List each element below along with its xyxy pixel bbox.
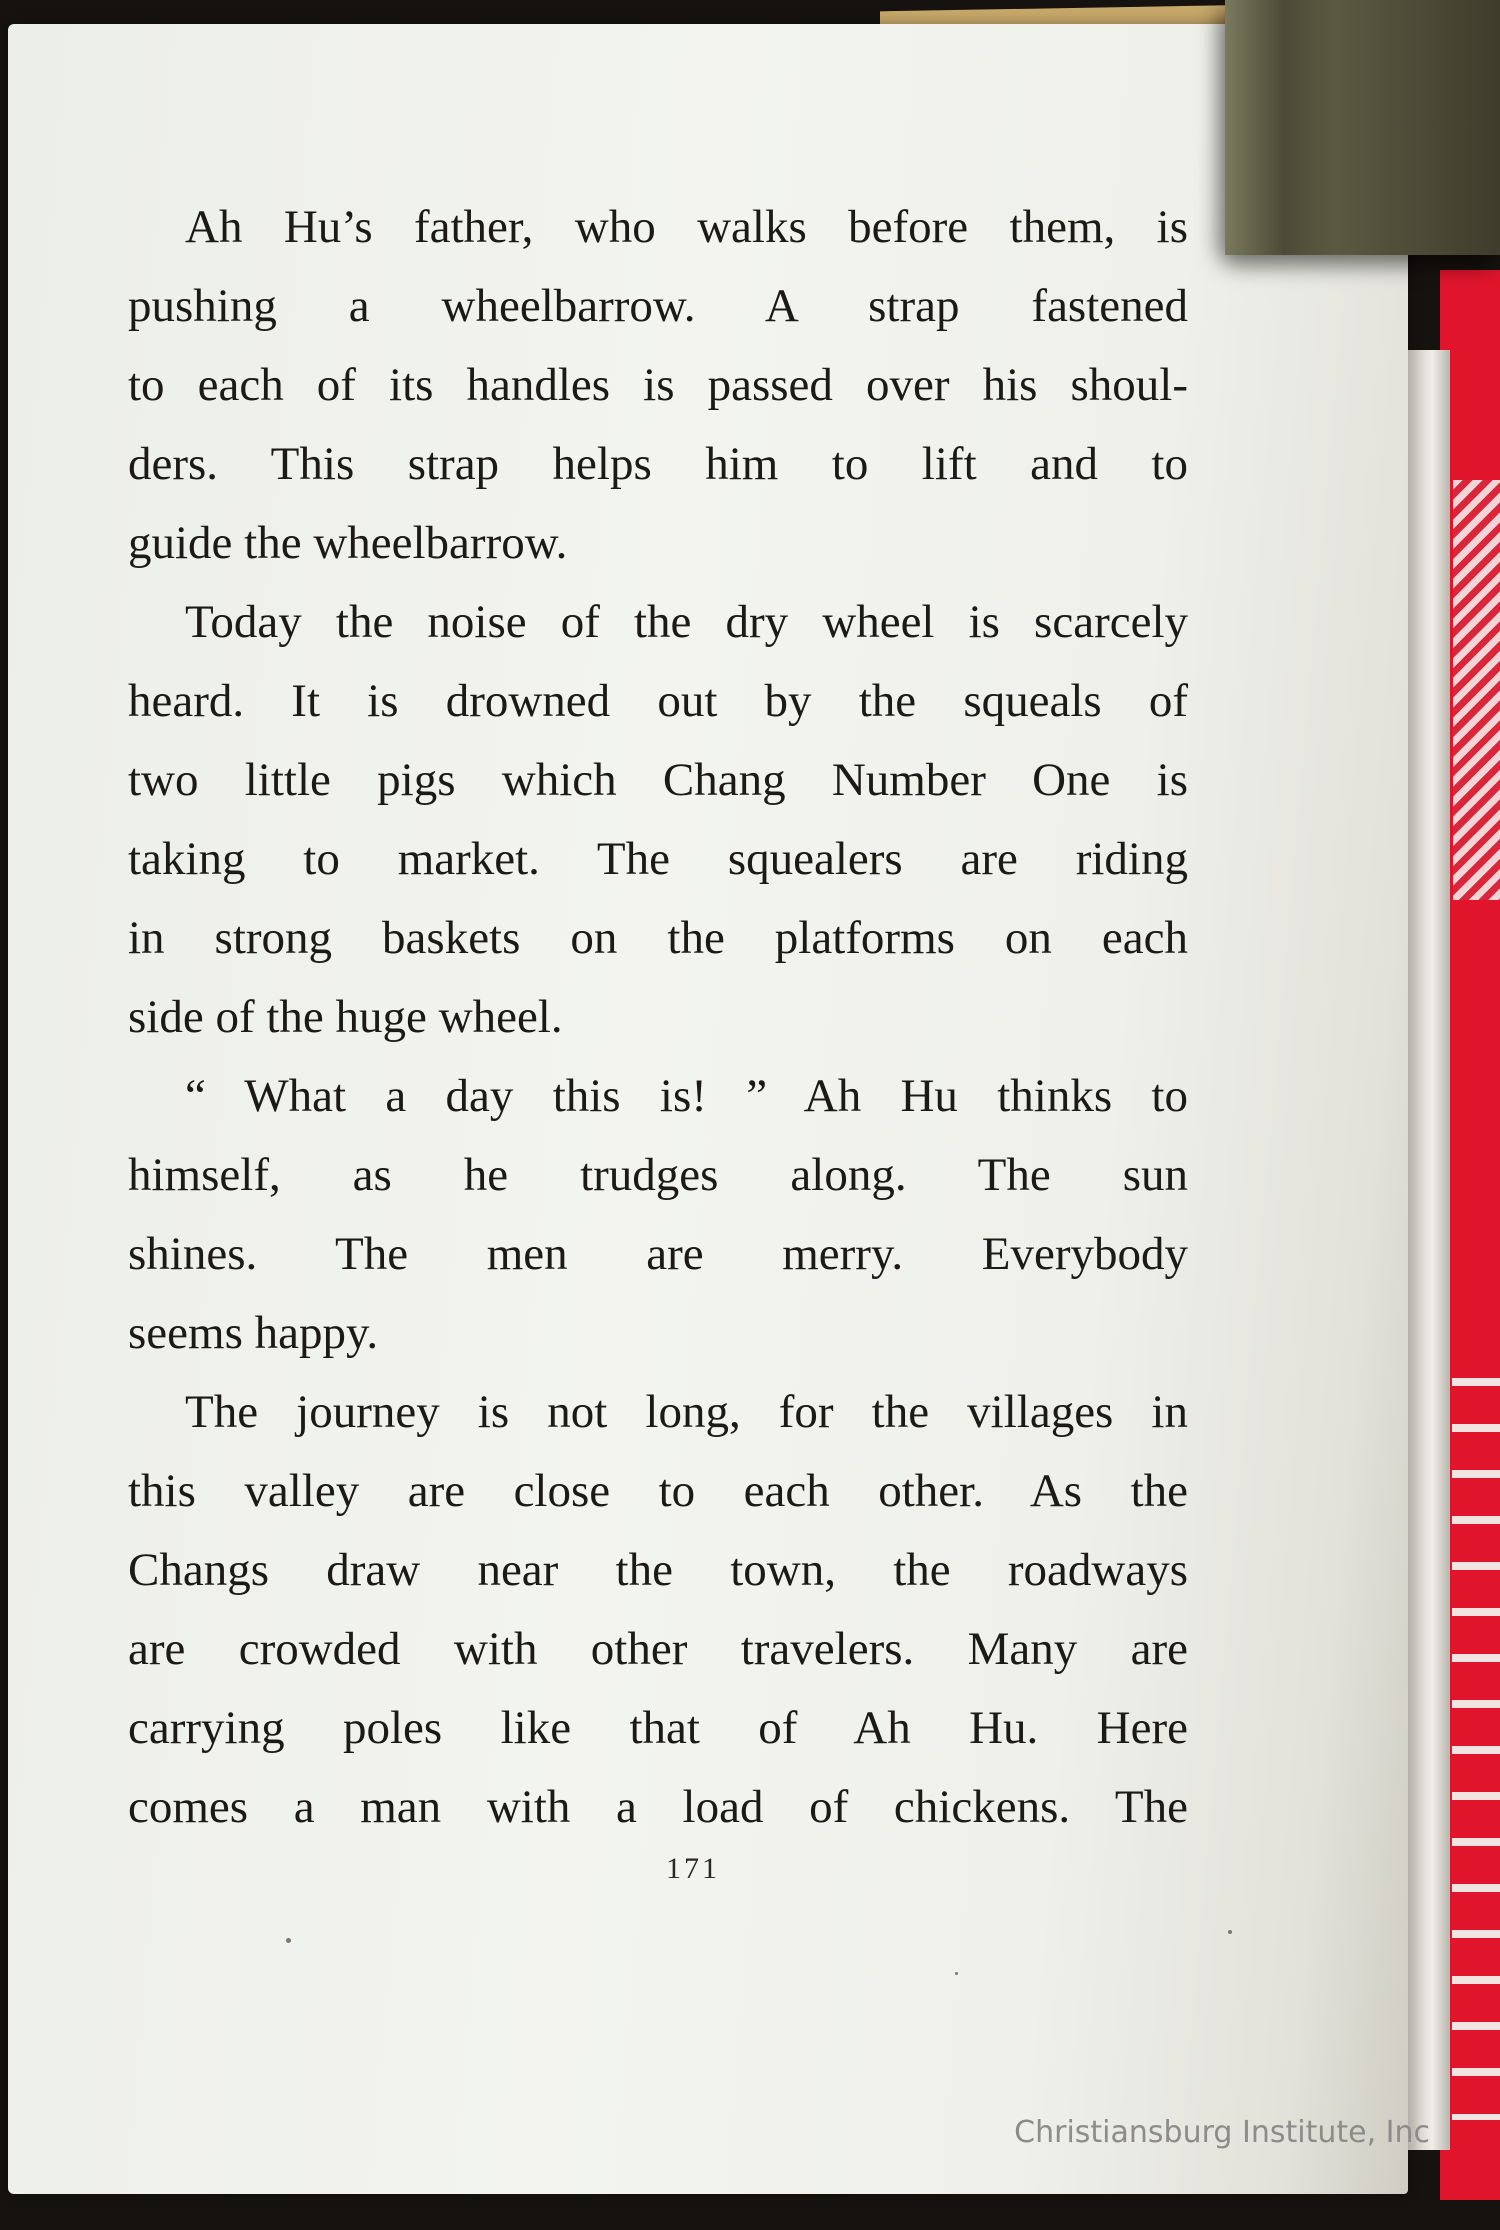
- text-line: side of the huge wheel.: [128, 991, 563, 1043]
- text-line: The journey is not long, for the villages in: [185, 1386, 1188, 1438]
- paper-speck: [286, 1938, 291, 1943]
- text-line: Ah Hu’s father, who walks before them, is: [185, 201, 1188, 253]
- paper-speck: [1228, 1930, 1232, 1934]
- text-line: himself, as he trudges along. The sun: [128, 1149, 1188, 1201]
- text-line: this valley are close to each other. As the: [128, 1465, 1188, 1517]
- text-line: seems happy.: [128, 1307, 379, 1359]
- text-line: pushing a wheelbarrow. A strap fastened: [128, 280, 1188, 332]
- text-line: are crowded with other travelers. Many are: [128, 1623, 1188, 1675]
- text-line: “ What a day this is! ” Ah Hu thinks to: [185, 1070, 1188, 1122]
- text-line: Today the noise of the dry wheel is scarcely: [185, 596, 1188, 648]
- watermark: Christiansburg Institute, Inc: [1014, 2115, 1430, 2150]
- text-line: two little pigs which Chang Number One is: [128, 754, 1188, 806]
- text-line: ders. This strap helps him to lift and to: [128, 438, 1188, 490]
- page-text: [128, 188, 1188, 1847]
- text-line: heard. It is drowned out by the squeals of: [128, 675, 1188, 727]
- cover-pattern-lower: [1452, 1340, 1500, 2120]
- page-number: 171: [666, 1852, 720, 1885]
- paper-speck: [955, 1972, 958, 1975]
- page-clip-highlight: [1225, 0, 1285, 255]
- text-line: comes a man with a load of chickens. The: [128, 1781, 1188, 1833]
- text-line: guide the wheelbarrow.: [128, 517, 568, 569]
- cover-pattern: [1453, 480, 1500, 900]
- text-line: to each of its handles is passed over his shoul-: [128, 359, 1188, 411]
- text-line: taking to market. The squealers are riding: [128, 833, 1188, 885]
- text-line: carrying poles like that of Ah Hu. Here: [128, 1702, 1188, 1754]
- text-line: shines. The men are merry. Everybody: [128, 1228, 1188, 1280]
- text-line: in strong baskets on the platforms on each: [128, 912, 1188, 964]
- text-line: Changs draw near the town, the roadways: [128, 1544, 1188, 1596]
